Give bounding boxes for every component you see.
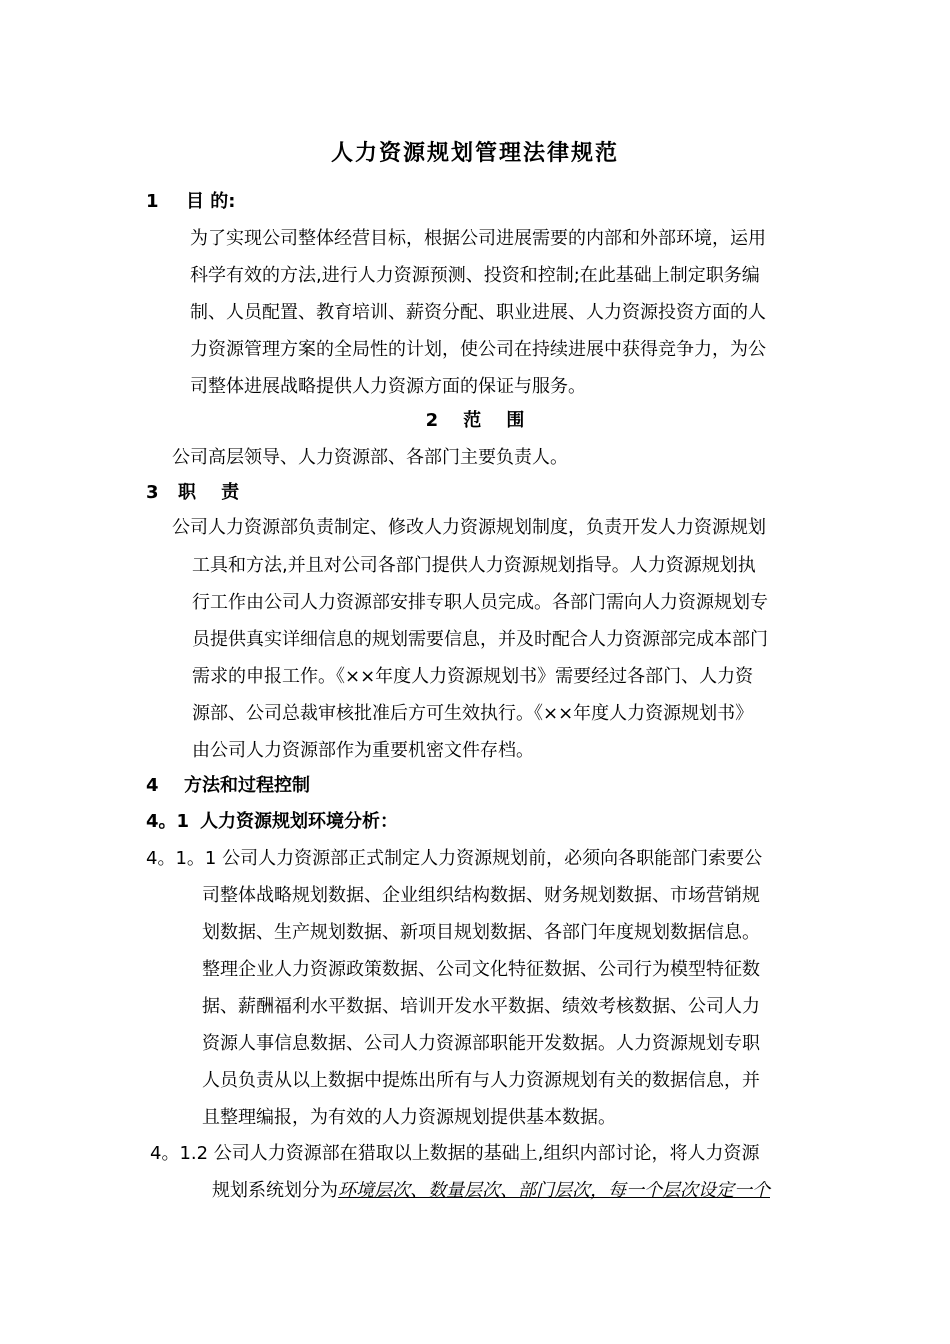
section-3-number: 3 bbox=[146, 482, 159, 503]
section-1-number: 1 bbox=[146, 191, 159, 212]
section-4-1-1-line: 资源人事信息数据、公司人力资源部职能开发数据。人力资源规划专职 bbox=[202, 1033, 760, 1054]
section-4-1-1-line: 4。1。1 公司人力资源部正式制定人力资源规划前，必须向各职能部门索要公 bbox=[146, 848, 763, 869]
section-4-1-1-line: 据、薪酬福利水平数据、培训开发水平数据、绩效考核数据、公司人力 bbox=[202, 996, 760, 1017]
section-4-1-2-line: 4。1.2 公司人力资源部在猎取以上数据的基础上,组织内部讨论，将人力资源 bbox=[150, 1143, 760, 1164]
section-4-1-2-underlined: 环境层次、数量层次、部门层次，每一个层次设定一个 bbox=[338, 1180, 770, 1201]
section-4-1-1-line: 划数据、生产规划数据、新项目规划数据、各部门年度规划数据信息。 bbox=[202, 922, 760, 943]
section-3-line: 由公司人力资源部作为重要机密文件存档。 bbox=[192, 740, 534, 761]
section-1-line: 为了实现公司整体经营目标，根据公司进展需要的内部和外部环境，运用 bbox=[190, 228, 766, 249]
section-1-line: 力资源管理方案的全局性的计划，使公司在持续进展中获得竞争力，为公 bbox=[190, 339, 766, 360]
section-4-1-heading: 人力资源规划环境分析： bbox=[200, 811, 398, 832]
section-3-line: 源部、公司总裁审核批准后方可生效执行。《××年度人力资源规划书》 bbox=[192, 703, 754, 724]
section-4-1-1-line: 整理企业人力资源政策数据、公司文化特征数据、公司行为模型特征数 bbox=[202, 959, 760, 980]
section-4-1-2-prefix: 规划系统划分为 bbox=[212, 1180, 338, 1201]
section-4-number: 4 bbox=[146, 775, 159, 796]
section-1-line: 科学有效的方法,进行人力资源预测、投资和控制;在此基础上制定职务编 bbox=[190, 265, 760, 286]
section-2-line: 公司高层领导、人力资源部、各部门主要负责人。 bbox=[172, 447, 568, 468]
document-title: 人力资源规划管理法律规范 bbox=[330, 141, 619, 166]
section-1-line: 司整体进展战略提供人力资源方面的保证与服务。 bbox=[190, 376, 586, 397]
section-4-1-1-line: 且整理编报，为有效的人力资源规划提供基本数据。 bbox=[202, 1107, 616, 1128]
section-3-line: 工具和方法,并且对公司各部门提供人力资源规划指导。人力资源规划执 bbox=[192, 555, 756, 576]
section-4-1-2-line2 bbox=[212, 1178, 770, 1204]
section-4-1-1-line: 人员负责从以上数据中提炼出所有与人力资源规划有关的数据信息，并 bbox=[202, 1070, 760, 1091]
section-3-line: 员提供真实详细信息的规划需要信息，并及时配合人力资源部完成本部门 bbox=[192, 629, 768, 650]
section-4-heading: 方法和过程控制 bbox=[184, 775, 310, 796]
section-4-1-number: 4。1 bbox=[146, 811, 190, 832]
section-3-line: 行工作由公司人力资源部安排专职人员完成。各部门需向人力资源规划专 bbox=[192, 592, 768, 613]
section-1-heading: 目 的: bbox=[186, 191, 236, 212]
section-1-line: 制、人员配置、教育培训、薪资分配、职业进展、人力资源投资方面的人 bbox=[190, 302, 766, 323]
section-3-line: 需求的申报工作。《××年度人力资源规划书》需要经过各部门、人力资 bbox=[192, 666, 754, 687]
section-3-heading: 职 责 bbox=[178, 482, 240, 503]
section-2-heading: 2 范 围 bbox=[425, 410, 525, 431]
section-4-1-1-line: 司整体战略规划数据、企业组织结构数据、财务规划数据、市场营销规 bbox=[202, 885, 760, 906]
section-3-line: 公司人力资源部负责制定、修改人力资源规划制度，负责开发人力资源规划 bbox=[172, 517, 766, 538]
